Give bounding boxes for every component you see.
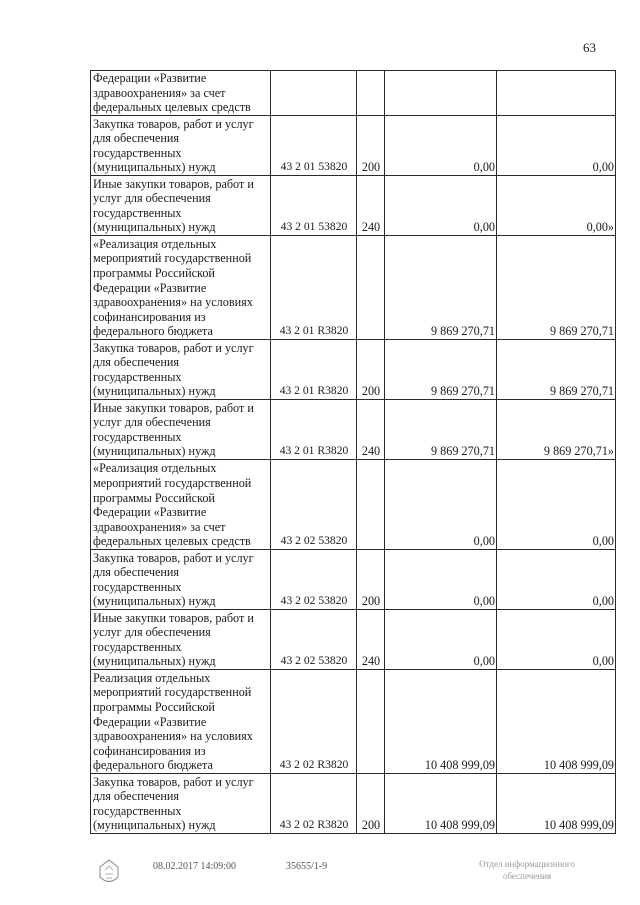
row-name: Закупка товаров, работ и услуг для обеспечения государственных (муниципальных) нужд	[91, 550, 271, 610]
row-type: 240	[357, 176, 385, 236]
row-code: 43 2 01 R3820	[271, 340, 357, 400]
row-type: 200	[357, 774, 385, 834]
table-row	[91, 400, 616, 460]
stamp-line: обеспечения	[502, 871, 552, 881]
table-row	[91, 670, 616, 774]
row-amount-2: 0,00	[497, 116, 616, 176]
row-amount-1: 0,00	[385, 550, 497, 610]
row-type	[357, 670, 385, 774]
row-name: Иные закупки товаров, работ и услуг для обеспечения государственных (муниципальных) нужд	[91, 400, 271, 460]
row-amount-1: 0,00	[385, 116, 497, 176]
row-amount-2	[497, 71, 616, 116]
row-name: Реализация отдельных мероприятий государственной программы Российской Федерации «Развитие здравоохранения» на условиях софинансирования из федерального бюджета	[91, 670, 271, 774]
row-amount-2: 9 869 270,71	[497, 236, 616, 340]
row-name: Иные закупки товаров, работ и услуг для обеспечения государственных (муниципальных) нужд	[91, 610, 271, 670]
stamp-line: Отдел информационного	[479, 859, 575, 869]
row-amount-1: 9 869 270,71	[385, 340, 497, 400]
row-type	[357, 460, 385, 550]
row-amount-2: 0,00	[497, 550, 616, 610]
row-amount-1: 10 408 999,09	[385, 670, 497, 774]
page-footer	[0, 858, 640, 898]
row-amount-2: 9 869 270,71»	[497, 400, 616, 460]
row-type: 240	[357, 610, 385, 670]
row-type: 240	[357, 400, 385, 460]
row-code: 43 2 02 53820	[271, 460, 357, 550]
page-number: 63	[583, 40, 596, 55]
row-code: 43 2 01 53820	[271, 176, 357, 236]
table-row	[91, 176, 616, 236]
row-amount-1: 0,00	[385, 610, 497, 670]
row-code: 43 2 02 R3820	[271, 670, 357, 774]
table-row	[91, 774, 616, 834]
row-amount-2: 10 408 999,09	[497, 774, 616, 834]
table-row	[91, 116, 616, 176]
row-amount-1: 0,00	[385, 460, 497, 550]
footer-stamp	[452, 858, 602, 882]
row-type: 200	[357, 340, 385, 400]
row-amount-1	[385, 71, 497, 116]
row-type: 200	[357, 550, 385, 610]
row-name: Иные закупки товаров, работ и услуг для обеспечения государственных (муниципальных) нужд	[91, 176, 271, 236]
row-code: 43 2 01 R3820	[271, 236, 357, 340]
budget-table	[90, 70, 616, 834]
footer-datetime: 08.02.2017 14:09:00	[153, 861, 237, 872]
row-code: 43 2 01 R3820	[271, 400, 357, 460]
row-type	[357, 71, 385, 116]
row-code	[271, 71, 357, 116]
row-amount-2: 0,00	[497, 610, 616, 670]
table-row	[91, 71, 616, 116]
row-amount-2: 0,00»	[497, 176, 616, 236]
table-row	[91, 460, 616, 550]
table-row	[91, 610, 616, 670]
row-name: Закупка товаров, работ и услуг для обеспечения государственных (муниципальных) нужд	[91, 116, 271, 176]
row-code: 43 2 02 53820	[271, 610, 357, 670]
table-row	[91, 236, 616, 340]
table-row	[91, 550, 616, 610]
row-type: 200	[357, 116, 385, 176]
row-amount-2: 9 869 270,71	[497, 340, 616, 400]
row-amount-1: 9 869 270,71	[385, 400, 497, 460]
row-amount-1: 0,00	[385, 176, 497, 236]
row-code: 43 2 02 53820	[271, 550, 357, 610]
row-name: Закупка товаров, работ и услуг для обеспечения государственных (муниципальных) нужд	[91, 340, 271, 400]
footer-doc-number: 35655/1-9	[286, 861, 328, 872]
row-name: Федерации «Развитие здравоохранения» за счет федеральных целевых средств	[91, 71, 271, 116]
row-amount-2: 10 408 999,09	[497, 670, 616, 774]
emblem-icon	[96, 858, 122, 891]
row-code: 43 2 02 R3820	[271, 774, 357, 834]
row-name: Закупка товаров, работ и услуг для обеспечения государственных (муниципальных) нужд	[91, 774, 271, 834]
row-amount-1: 10 408 999,09	[385, 774, 497, 834]
row-amount-2: 0,00	[497, 460, 616, 550]
row-name: «Реализация отдельных мероприятий государственной программы Российской Федерации «Развитие здравоохранения» за счет федеральных целевых средств	[91, 460, 271, 550]
row-amount-1: 9 869 270,71	[385, 236, 497, 340]
row-code: 43 2 01 53820	[271, 116, 357, 176]
table-row	[91, 340, 616, 400]
row-name: «Реализация отдельных мероприятий государственной программы Российской Федерации «Развитие здравоохранения» на условиях софинансирования из федерального бюджета	[91, 236, 271, 340]
row-type	[357, 236, 385, 340]
